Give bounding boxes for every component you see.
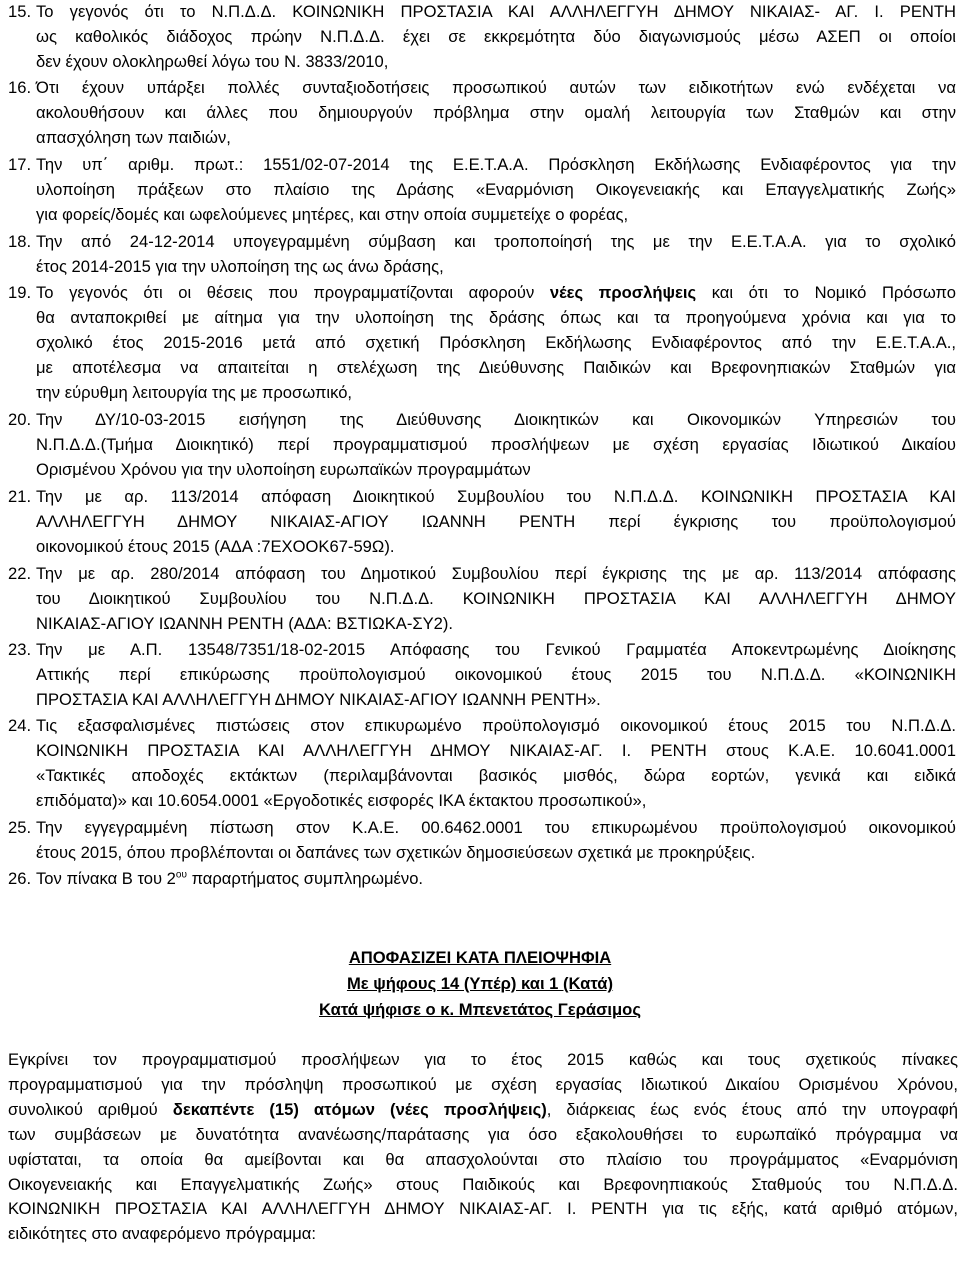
item-text-line: θα ανταποκριθεί με αίτημα για την υλοποίηση της δράσης όπως και τα προηγούμενα χρόνια και για το — [36, 307, 956, 327]
item-text-line: Ορισμένου Χρόνου για την υλοποίηση ευρωπαϊκών προγραμμάτων — [36, 459, 531, 479]
item-text-line: Αττικής περί επικύρωσης προϋπολογισμού οικονομικού έτους 2015 του Ν.Π.Δ.Δ. «ΚΟΙΝΩΝΙΚΗ — [36, 664, 956, 684]
list-item-18 — [8, 230, 956, 280]
paragraph-line: υφίσταται, τα οποία θα αμείβονται και θα απασχολούνται στο πλαίσιο του προγράμματος «Εναρμόνιση — [8, 1149, 958, 1169]
item-text-line: σχολικό έτος 2015-2016 μετά από σχετική Πρόσκληση Εκδήλωσης Ενδιαφέροντος από την Ε.Ε.Τ.Α.Α., — [36, 332, 956, 352]
paragraph-segment: συνολικού αριθμού — [8, 1099, 173, 1119]
list-item-26 — [8, 867, 956, 892]
decision-votes — [0, 971, 960, 996]
item-number: 25. — [8, 818, 32, 837]
item-text-line: του Διοικητικού Συμβουλίου του Ν.Π.Δ.Δ. ΚΟΙΝΩΝΙΚΗ ΠΡΟΣΤΑΣΙΑ ΚΑΙ ΑΛΛΗΛΕΓΓΥΗ ΔΗΜΟΥ — [36, 588, 956, 608]
item-text-line: Την με αρ. 280/2014 απόφαση του Δημοτικού Συμβουλίου περί έγκρισης της με αρ. 113/2014 απόφασης — [36, 564, 956, 583]
item-text-line: για φορείς/δομές και ωφελούμενες μητέρες, και στην οποία συμμετείχε ο φορέας, — [36, 204, 629, 224]
item-text-line — [36, 281, 956, 306]
list-item-16 — [8, 76, 956, 151]
against-voter: Κατά ψήφισε ο κ. Μπενετάτος Γεράσιμος — [319, 1000, 641, 1019]
item-text-line: υλοποίηση πράξεων στο πλαίσιο της Δράσης «Εναρμόνιση Οικογενειακής και Επαγγελματικής Ζωής» — [36, 179, 956, 199]
list-item-25 — [8, 816, 956, 866]
item-text-line: Την με Α.Π. 13548/7351/18-02-2015 Απόφασης του Γενικού Γραμματέα Αποκεντρωμένης Διοίκησης — [36, 640, 956, 659]
list-item-22 — [8, 562, 956, 637]
item-text-line: οικονομικού έτους 2015 (ΑΔΑ :7ΕΧΟΟΚ67-59Ω). — [36, 536, 395, 556]
list-item-17 — [8, 153, 956, 228]
item-text-line: Τις εξασφαλισμένες πιστώσεις στον επικυρωμένο προϋπολογισμό οικονομικού έτους 2015 του Ν.Π.Δ.Δ. — [36, 716, 956, 735]
item-text-line: επιδόματα)» και 10.6054.0001 «Εργοδοτικές εισφορές ΙΚΑ έκτακτου προσωπικού», — [36, 790, 647, 810]
item-text-line: Ότι έχουν υπάρξει πολλές συνταξιοδοτήσεις προσωπικού αυτών των ειδικοτήτων ενώ ενδέχεται να — [36, 78, 956, 97]
item-text-line: Το γεγονός ότι το Ν.Π.Δ.Δ. ΚΟΙΝΩΝΙΚΗ ΠΡΟΣΤΑΣΙΑ ΚΑΙ ΑΛΛΗΛΕΓΓΥΗ ΔΗΜΟΥ ΝΙΚΑΙΑΣ- ΑΓ. Ι. ΡΕΝΤΗ — [36, 2, 956, 21]
list-item-24 — [8, 714, 956, 814]
item-text-line: απασχόληση των παιδιών, — [36, 127, 231, 147]
item-text-line: Την με αρ. 113/2014 απόφαση Διοικητικού Συμβουλίου του Ν.Π.Δ.Δ. ΚΟΙΝΩΝΙΚΗ ΠΡΟΣΤΑΣΙΑ ΚΑΙ — [36, 487, 956, 506]
item-text-line: «Τακτικές αποδοχές εκτάκτων (περιλαμβάνονται βασικός μισθός, δώρα εορτών, γενικά και ειδικά — [36, 765, 956, 785]
item-text-line: Ν.Π.Δ.Δ.(Τμήμα Διοικητικό) περί προγραμματισμού προσλήψεων με σχέση εργασίας Ιδιωτικού Δικαίου — [36, 434, 956, 454]
paragraph-line — [8, 1098, 958, 1123]
new-hires-emphasis: νέες προσλήψεις — [549, 283, 697, 302]
paragraph-line: των συμβάσεων με δυνατότητα ανανέωσης/παράτασης για όσο εξακολουθήσει το ευρωπαϊκό πρόγραμμα να — [8, 1124, 958, 1144]
item-text-line: την εύρυθμη λειτουργία της με προσωπικό, — [36, 382, 353, 402]
item-text-line: ΚΟΙΝΩΝΙΚΗ ΠΡΟΣΤΑΣΙΑ ΚΑΙ ΑΛΛΗΛΕΓΓΥΗ ΔΗΜΟΥ ΝΙΚΑΙΑΣ-ΑΓ. Ι. ΡΕΝΤΗ στους Κ.Α.Ε. 10.6041.0001 — [36, 740, 956, 760]
vote-count: Με ψήφους 14 (Υπέρ) και 1 (Κατά) — [346, 974, 614, 993]
list-item-23 — [8, 638, 956, 713]
list-item-19 — [8, 281, 956, 406]
item-number: 18. — [8, 232, 32, 251]
item-number: 17. — [8, 155, 32, 174]
item-number: 26. — [8, 869, 32, 888]
item-text-line: ως καθολικός διάδοχος πρώην Ν.Π.Δ.Δ. έχει σε εκκρεμότητα δύο διαγωνισμούς μέσω ΑΣΕΠ οι οποίοι — [36, 26, 956, 46]
item-text-line: με αποτέλεσμα να απαιτείται η στελέχωση της Διεύθυνσης Παιδικών και Βρεφονηπιακών Σταθμών για — [36, 357, 956, 377]
item-number: 19. — [8, 283, 32, 302]
item-text-line — [36, 867, 956, 892]
decision-heading — [0, 945, 960, 970]
ordinal-superscript: ου — [175, 869, 187, 881]
item-text-line: ΑΛΛΗΛΕΓΓΥΗ ΔΗΜΟΥ ΝΙΚΑΙΑΣ-ΑΓΙΟΥ ΙΩΑΝΝΗ ΡΕΝΤΗ περί έγκρισης του προϋπολογισμού — [36, 511, 956, 531]
list-item-15 — [8, 0, 956, 75]
item-text-line: ΝΙΚΑΙΑΣ-ΑΓΙΟΥ ΙΩΑΝΝΗ ΡΕΝΤΗ (ΑΔΑ: ΒΣΤΙΩΚΑ-ΣΥ2). — [36, 613, 454, 633]
list-item-21 — [8, 485, 956, 560]
item-text-segment: Το γεγονός ότι οι θέσεις που προγραμματίζονται αφορούν — [36, 283, 550, 302]
decision-title: ΑΠΟΦΑΣΙΖΕΙ ΚΑΤΑ ΠΛΕΙΟΨΗΦΙΑ — [348, 948, 612, 967]
item-text-line: δεν έχουν ολοκληρωθεί λόγω του Ν. 3833/2010, — [36, 51, 389, 71]
item-text-line: έτους 2015, όπου προβλέπονται οι δαπάνες των σχετικών δημοσιεύσεων σχετικά με προκηρύξεις. — [36, 842, 756, 862]
item-number: 24. — [8, 716, 32, 735]
list-item-20 — [8, 408, 956, 483]
item-text-segment: Τον πίνακα Β του 2 — [36, 869, 176, 888]
item-text-line: Την εγγεγραμμένη πίστωση στον Κ.Α.Ε. 00.6462.0001 του επικυρωμένου προϋπολογισμού οικονομικού — [36, 818, 956, 837]
item-text-segment: παραρτήματος συμπληρωμένο. — [186, 869, 424, 888]
paragraph-segment: , διάρκειας έως ενός έτους από την υπογραφή — [546, 1099, 958, 1119]
item-text-line: Την ΔΥ/10-03-2015 εισήγηση της Διεύθυνσης Διοικητικών και Οικονομικών Υπηρεσιών του — [36, 410, 956, 429]
item-text-line: Την υπ΄ αριθμ. πρωτ.: 1551/02-07-2014 της Ε.Ε.Τ.Α.Α. Πρόσκληση Εκδήλωσης Ενδιαφέροντος για την — [36, 155, 956, 174]
item-text-line: ΠΡΟΣΤΑΣΙΑ ΚΑΙ ΑΛΛΗΛΕΓΓΥΗ ΔΗΜΟΥ ΝΙΚΑΙΑΣ-ΑΓΙΟΥ ΙΩΑΝΝΗ ΡΕΝΤΗ». — [36, 689, 601, 709]
item-text-line: Την από 24-12-2014 υπογεγραμμένη σύμβαση και τροποποίησή της με την Ε.Ε.Τ.Α.Α. για το σχολικό — [36, 232, 956, 251]
item-number: 15. — [8, 2, 32, 21]
item-number: 23. — [8, 640, 32, 659]
item-number: 22. — [8, 564, 32, 583]
paragraph-line: ΚΟΙΝΩΝΙΚΗ ΠΡΟΣΤΑΣΙΑ ΚΑΙ ΑΛΛΗΛΕΓΓΥΗ ΔΗΜΟΥ ΝΙΚΑΙΑΣ-ΑΓ. Ι. ΡΕΝΤΗ για τις εξής, κατά αριθμό ατόμων, — [8, 1199, 958, 1219]
item-number: 20. — [8, 410, 32, 429]
item-text-line: ακολουθήσουν και άλλες που δημιουργούν πρόβλημα στην ομαλή λειτουργία των Σταθμών και στην — [36, 102, 956, 122]
hires-count-emphasis: δεκαπέντε (15) ατόμων (νέες προσλήψεις) — [172, 1099, 547, 1119]
item-number: 16. — [8, 78, 32, 97]
paragraph-line: ειδικότητες στο αναφερόμενο πρόγραμμα: — [8, 1224, 317, 1244]
item-text-line: έτος 2014-2015 για την υλοποίηση της ως άνω δράσης, — [36, 256, 444, 276]
decision-against — [0, 997, 960, 1022]
item-text-segment: και ότι το Νομικό Πρόσωπο — [696, 283, 956, 302]
item-number: 21. — [8, 487, 32, 506]
paragraph-line: Εγκρίνει τον προγραμματισμού προσλήψεων για το έτος 2015 καθώς και τους σχετικούς πίνακες — [8, 1050, 958, 1069]
paragraph-line: Οικογενειακής και Επαγγελματικής Ζωής» στους Παιδικούς και Βρεφονηπιακούς Σταθμούς του Ν.Π.Δ.Δ. — [8, 1174, 958, 1194]
paragraph-line: προγραμματισμού για την πρόσληψη προσωπικού με σχέση εργασίας Ιδιωτικού Δικαίου Ορισμένου Χρόνου, — [8, 1074, 958, 1094]
resolution-paragraph — [8, 1048, 958, 1247]
